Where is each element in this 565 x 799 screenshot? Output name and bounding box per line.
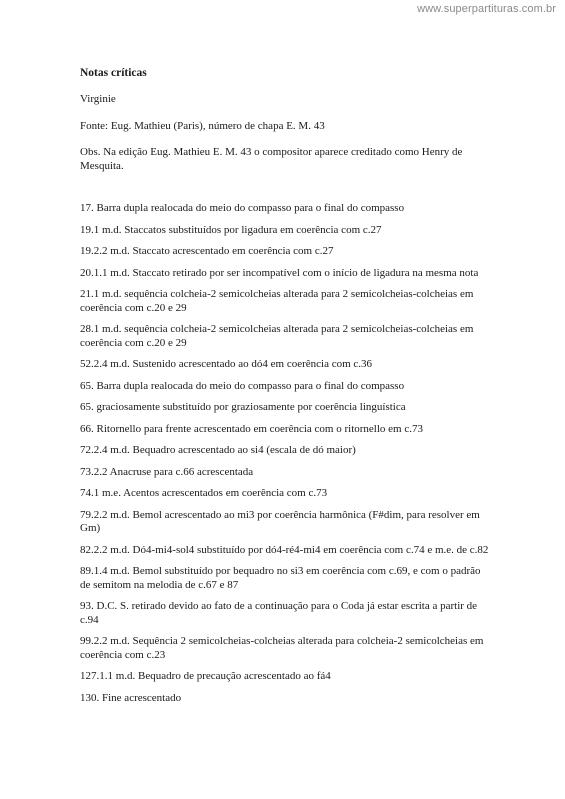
critical-notes-section [80, 66, 490, 713]
note-item: 65. graciosamente substituído por graziosamente por coerência linguística [80, 401, 406, 413]
note-item: 79.2.2 m.d. Bemol acrescentado ao mi3 por coerência harmônica (F#dim, para resolver em Gm) [80, 508, 480, 534]
note-item: 73.2.2 Anacruse para c.66 acrescentada [80, 465, 254, 478]
note-item: 72.2.4 m.d. Bequadro acrescentado ao si4 (escala de dó maior) [80, 444, 356, 456]
source-line: Fonte: Eug. Mathieu (Paris), número de chapa E. M. 43 [80, 119, 325, 132]
note-item: 19.1 m.d. Staccatos substituídos por ligadura em coerência com c.27 [80, 223, 382, 236]
note-item: 19.2.2 m.d. Staccato acrescentado em coerência com c.27 [80, 245, 334, 257]
note-item: 99.2.2 m.d. Sequência 2 semicolcheias-colcheias alterada para colcheia-2 semicolcheias em coerência com c.23 [80, 635, 484, 661]
note-item: 127.1.1 m.d. Bequadro de precaução acrescentado ao fá4 [80, 670, 331, 682]
note-item: 28.1 m.d. sequência colcheia-2 semicolcheias alterada para 2 semicolcheias-colcheias em coerência com c.20 e 29 [80, 323, 474, 349]
note-item: 66. Ritornello para frente acrescentado em coerência com o ritornello em c.73 [80, 422, 423, 435]
note-item: 20.1.1 m.d. Staccato retirado por ser incompatível com o início de ligadura na mesma nota [80, 266, 479, 279]
notes-list [80, 202, 490, 705]
note-item: 82.2.2 m.d. Dó4-mi4-sol4 substituído por dó4-ré4-mi4 em coerência com c.74 e m.e. de c.82 [80, 543, 489, 556]
note-item: 21.1 m.d. sequência colcheia-2 semicolcheias alterada para 2 semicolcheias-colcheias em coerência com c.20 e 29 [80, 288, 474, 314]
page-title: Notas críticas [80, 67, 147, 79]
header-block [80, 66, 490, 173]
note-item: 89.1.4 m.d. Bemol substituído por bequadro no si3 em coerência com c.69, e com o padrão de semitom na melodia de c.67 e 87 [80, 565, 481, 591]
note-item: 17. Barra dupla realocada do meio do compasso para o final do compasso [80, 202, 405, 214]
site-watermark: www.superpartituras.com.br [417, 3, 556, 15]
piece-title: Virginie [80, 93, 116, 105]
observation-line: Obs. Na edição Eug. Mathieu E. M. 43 o compositor aparece creditado como Henry de Mesquita. [80, 146, 463, 172]
note-item: 52.2.4 m.d. Sustenido acrescentado ao dó4 em coerência com c.36 [80, 358, 373, 370]
note-item: 93. D.C. S. retirado devido ao fato de a continuação para o Coda já estar escrita a partir de c.94 [80, 600, 478, 626]
note-item: 130. Fine acrescentado [80, 691, 182, 704]
note-item: 74.1 m.e. Acentos acrescentados em coerência com c.73 [80, 487, 328, 499]
note-item: 65. Barra dupla realocada do meio do compasso para o final do compasso [80, 379, 405, 392]
